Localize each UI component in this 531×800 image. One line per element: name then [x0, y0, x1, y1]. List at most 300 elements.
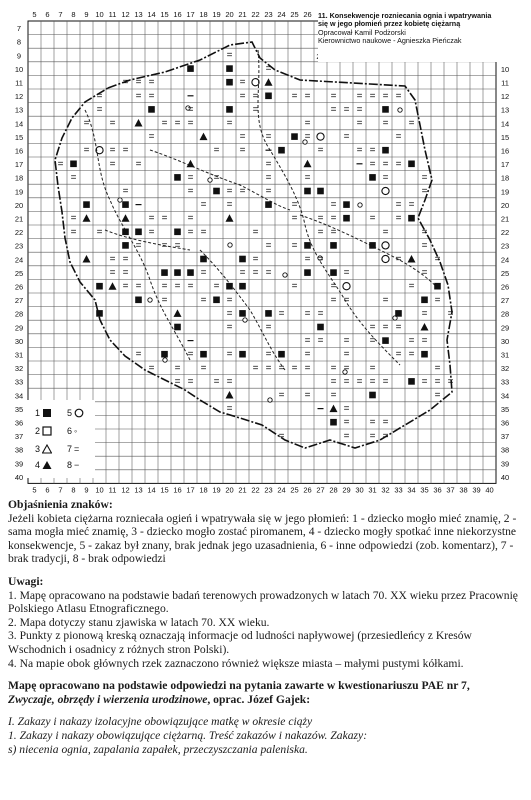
bottom-grid-label: 6 [45, 485, 50, 493]
legend-item-1 [35, 406, 52, 420]
svg-text:=: = [369, 430, 376, 442]
svg-text:=: = [330, 294, 337, 306]
right-grid-label: 16 [500, 146, 510, 156]
map-title-line-1: 11. Konsekwencje rozniecania ognia i wpatrywania [318, 11, 492, 20]
svg-text:=: = [304, 90, 311, 102]
left-grid-label: 31 [14, 350, 24, 360]
svg-text:=: = [83, 145, 90, 157]
bottom-grid-label: 21 [238, 485, 247, 493]
right-grid-label: 40 [500, 472, 510, 482]
svg-text:=: = [122, 145, 129, 157]
left-grid-label: 38 [14, 445, 24, 455]
right-grid-label: 14 [500, 119, 510, 129]
left-grid-label: 14 [14, 119, 24, 129]
questionnaire-author: , oprac. Józef Gajek: [207, 692, 311, 706]
svg-text:=: = [148, 131, 155, 143]
svg-text:=: = [239, 77, 246, 89]
left-grid-label: 23 [14, 241, 24, 251]
svg-text:=: = [304, 362, 311, 374]
svg-text:=: = [161, 213, 168, 225]
svg-text:=: = [369, 158, 376, 170]
bottom-grid-label: 30 [355, 485, 364, 493]
svg-text:=: = [265, 240, 272, 252]
svg-text:=: = [122, 281, 129, 293]
svg-text:=: = [395, 349, 402, 361]
left-grid-label: 37 [14, 432, 24, 442]
filled-square-icon [42, 408, 52, 418]
top-grid-label: 12 [121, 10, 130, 19]
bottom-grid-label: 39 [472, 485, 481, 493]
svg-text:=: = [395, 158, 402, 170]
svg-text:=: = [57, 158, 64, 170]
svg-text:=: = [343, 294, 350, 306]
svg-text:=: = [96, 104, 103, 116]
svg-text:=: = [356, 145, 363, 157]
bottom-grid-label: 12 [121, 485, 130, 493]
svg-text:=: = [356, 118, 363, 129]
right-grid-label: 18 [500, 173, 510, 183]
right-grid-label: 35 [500, 404, 510, 414]
bottom-grid-label: 37 [446, 485, 455, 493]
svg-text:=: = [174, 376, 181, 388]
svg-text:=: = [135, 77, 142, 89]
svg-text:=: = [408, 335, 415, 347]
svg-text:=: = [187, 118, 194, 129]
svg-text:=: = [109, 118, 116, 129]
svg-text:=: = [278, 308, 285, 320]
svg-text:=: = [330, 281, 337, 293]
svg-text:=: = [356, 376, 363, 388]
svg-text:=: = [265, 267, 272, 279]
svg-text:=: = [174, 118, 181, 129]
svg-text:=: = [304, 349, 311, 361]
svg-text:=: = [304, 308, 311, 320]
bottom-grid-label: 20 [225, 485, 234, 493]
svg-text:=: = [304, 131, 311, 143]
bottom-grid-label: 28 [329, 485, 338, 493]
svg-text:=: = [395, 254, 402, 265]
left-grid-label: 12 [14, 92, 24, 102]
svg-text:=: = [343, 335, 350, 347]
bottom-grid-label: 15 [160, 485, 169, 493]
svg-text:=: = [395, 199, 402, 211]
svg-text:=: = [382, 417, 389, 429]
svg-text:=: = [395, 322, 402, 333]
svg-text:=: = [291, 213, 298, 225]
left-grid-label: 17 [14, 160, 24, 170]
left-grid-label: 34 [14, 391, 24, 401]
svg-text:=: = [265, 349, 272, 361]
bottom-grid-label: 9 [84, 485, 89, 493]
svg-text:=: = [213, 172, 220, 184]
remark-3: 3. Punkty z pionową kreską oznaczają informacje od ludności napływowej (przesiedleńcy z Kresów Wschodnich i osadnicy z różnych stron Polski). [8, 629, 472, 656]
svg-text:=: = [343, 417, 350, 429]
svg-text:=: = [174, 362, 181, 374]
svg-text:=: = [343, 267, 350, 279]
legend-item-3 [35, 442, 52, 456]
svg-text:=: = [447, 308, 454, 320]
explanations-heading: Objaśnienia znaków: [8, 498, 113, 511]
svg-text:=: = [421, 240, 428, 252]
svg-text:=: = [226, 118, 233, 129]
right-grid-label: 19 [500, 187, 510, 197]
left-grid-label: 9 [16, 51, 22, 61]
svg-text:=: = [265, 186, 272, 197]
map-title-line-2: się w jego płomień przez kobietę ciężarną [318, 19, 461, 29]
svg-text:=: = [317, 213, 324, 225]
svg-text:=: = [109, 158, 116, 170]
svg-text:=: = [304, 335, 311, 347]
left-grid-label: 20 [14, 200, 24, 210]
svg-text:=: = [226, 403, 233, 415]
svg-text:=: = [408, 118, 415, 129]
svg-text:=: = [265, 131, 272, 143]
top-grid-label: 14 [147, 10, 156, 19]
svg-text:=: = [265, 322, 272, 333]
top-grid-label: 23 [264, 10, 273, 19]
bottom-grid-label: 23 [264, 485, 273, 493]
right-grid-label: 25 [500, 268, 510, 278]
questionnaire-title: Zwyczaje, obrzędy i wierzenia urodzinowe [8, 692, 208, 706]
left-grid-label: 26 [14, 282, 24, 292]
bottom-grid-label: 32 [381, 485, 390, 493]
svg-text:=: = [252, 254, 259, 265]
svg-text:=: = [122, 77, 129, 89]
svg-text:=: = [421, 186, 428, 197]
left-grid-label: 35 [14, 404, 24, 414]
svg-text:=: = [161, 281, 168, 293]
map-description [8, 498, 524, 756]
map-author: Opracował Kamil Podżorski [318, 27, 406, 37]
legend-num: 5 [67, 408, 73, 418]
open-triangle-icon [42, 444, 52, 454]
svg-text:=: = [343, 430, 350, 442]
svg-text:=: = [395, 131, 402, 143]
svg-text:=: = [291, 240, 298, 252]
svg-text:=: = [330, 376, 337, 388]
equals-icon: = [74, 444, 80, 454]
legend-item-5 [67, 406, 84, 420]
svg-text:=: = [356, 90, 363, 102]
svg-text:=: = [174, 240, 181, 252]
svg-text:=: = [369, 322, 376, 333]
svg-text:=: = [109, 254, 116, 265]
svg-text:=: = [148, 213, 155, 225]
left-grid-label: 10 [14, 64, 24, 74]
svg-text:=: = [187, 376, 194, 388]
svg-text:=: = [343, 376, 350, 388]
svg-text:=: = [330, 226, 337, 238]
svg-text:=: = [122, 267, 129, 279]
svg-text:=: = [330, 104, 337, 116]
svg-text:=: = [330, 199, 337, 211]
svg-text:=: = [161, 118, 168, 129]
right-grid-label: 30 [500, 336, 510, 346]
top-grid-label: 18 [199, 10, 208, 19]
svg-text:=: = [408, 199, 415, 211]
svg-text:=: = [317, 226, 324, 238]
bottom-grid-label: 22 [251, 485, 260, 493]
legend-num: 4 [35, 460, 41, 470]
bottom-grid-label: 38 [459, 485, 468, 493]
left-grid-label: 21 [14, 214, 24, 224]
top-grid-label: 13 [134, 10, 143, 19]
svg-text:=: = [369, 213, 376, 225]
svg-text:=: = [226, 322, 233, 333]
svg-text:=: = [330, 213, 337, 225]
svg-text:=: = [226, 308, 233, 320]
svg-text:=: = [317, 335, 324, 347]
svg-text:=: = [382, 430, 389, 442]
svg-text:=: = [70, 226, 77, 238]
top-grid-label: 26 [303, 10, 312, 19]
right-grid-label: 28 [500, 309, 510, 319]
svg-text:=: = [239, 267, 246, 279]
svg-text:=: = [96, 90, 103, 102]
right-grid-label: 21 [500, 214, 510, 224]
svg-text:=: = [239, 131, 246, 143]
bottom-grid-label: 35 [420, 485, 429, 493]
source-line-1: Mapę opracowano na podstawie odpowiedzi na pytania zawarte w kwestionariuszu PAE nr 7, [8, 679, 470, 693]
remarks-heading: Uwagi: [8, 574, 44, 588]
svg-text:=: = [200, 199, 207, 211]
svg-text:=: = [239, 90, 246, 102]
svg-text:=: = [70, 213, 77, 225]
svg-text:=: = [187, 213, 194, 225]
right-grid-label: 29 [500, 323, 510, 333]
dash-icon: − [74, 460, 80, 470]
left-grid-label: 15 [14, 132, 24, 142]
left-grid-label: 33 [14, 377, 24, 387]
svg-text:=: = [343, 403, 350, 415]
bottom-grid-label: 14 [147, 485, 156, 493]
svg-text:=: = [317, 254, 324, 265]
svg-text:=: = [187, 186, 194, 197]
svg-text:=: = [252, 104, 259, 116]
svg-text:=: = [200, 294, 207, 306]
bottom-grid-label: 40 [485, 485, 494, 493]
svg-text:=: = [278, 390, 285, 401]
left-grid-label: 28 [14, 309, 24, 319]
svg-text:=: = [330, 390, 337, 401]
svg-text:=: = [317, 145, 324, 157]
svg-text:=: = [187, 172, 194, 184]
right-grid-label: 10 [500, 64, 510, 74]
svg-text:=: = [226, 376, 233, 388]
right-grid-label: 34 [500, 391, 510, 401]
svg-text:=: = [135, 281, 142, 293]
left-grid-label: 36 [14, 418, 24, 428]
explanations-body: Jeżeli kobieta ciężarna rozniecała ogień i wpatrywała się w jego płomień: 1 - dziecko mogło mieć znamię, 2 - sama mogła mieć znamię, 3 - dziecko mogło zostać piromanem, 4 - dziecko mogły spotkać inne niekorzystne konsekwencje, 5 - zakaz był znany, brak jednak jego uzasadnienia, 6 - inne odpowiedzi (zob. komentarz), 7 - brak tradycji, 8 - brak odpowiedzi [8, 511, 517, 566]
svg-text:=: = [226, 50, 233, 61]
left-grid-label: 39 [14, 459, 24, 469]
top-grid-label: 17 [186, 10, 195, 19]
svg-text:=: = [343, 349, 350, 361]
left-grid-label: 16 [14, 146, 24, 156]
svg-text:=: = [434, 390, 441, 401]
top-grid-label: 19 [212, 10, 221, 19]
svg-text:=: = [343, 362, 350, 374]
svg-text:=: = [213, 145, 220, 157]
svg-text:=: = [421, 335, 428, 347]
svg-text:=: = [148, 362, 155, 374]
svg-text:=: = [382, 90, 389, 102]
top-grid-label: 8 [71, 10, 76, 19]
svg-text:=: = [421, 226, 428, 238]
bottom-grid-label: 11 [108, 485, 117, 493]
left-grid-label: 11 [15, 78, 23, 88]
svg-text:=: = [122, 254, 129, 265]
source-line-2 [8, 693, 524, 707]
svg-text:=: = [187, 104, 194, 116]
svg-text:=: = [369, 362, 376, 374]
bottom-grid-label: 7 [58, 485, 63, 493]
right-grid-label: 27 [500, 296, 510, 306]
bottom-grid-label: 8 [71, 485, 76, 493]
right-grid-label: 24 [500, 255, 510, 265]
legend-num: 2 [35, 426, 41, 436]
bottom-grid-label: 10 [95, 485, 104, 493]
svg-text:=: = [239, 145, 246, 157]
svg-text:=: = [382, 294, 389, 306]
legend-item-8 [67, 458, 79, 472]
svg-text:=: = [200, 226, 207, 238]
svg-text:=: = [200, 362, 207, 374]
right-grid-label: 26 [500, 282, 510, 292]
svg-text:=: = [356, 104, 363, 116]
svg-text:=: = [265, 172, 272, 184]
legend-num: 1 [35, 408, 41, 418]
left-grid-label: 24 [14, 255, 24, 265]
svg-text:=: = [434, 362, 441, 374]
left-grid-label: 7 [16, 24, 22, 34]
top-grid-label: 22 [251, 10, 260, 19]
bottom-grid-label: 34 [407, 485, 416, 493]
left-grid-label: 22 [14, 228, 24, 238]
left-grid-label: 13 [14, 105, 24, 115]
right-grid-label: 17 [500, 160, 510, 170]
right-grid-label: 39 [500, 459, 510, 469]
map-title-box [318, 12, 523, 62]
svg-text:=: = [291, 199, 298, 211]
svg-text:=: = [148, 77, 155, 89]
open-circle-icon [74, 408, 84, 418]
svg-text:=: = [96, 226, 103, 238]
legend-item-4 [35, 458, 52, 472]
svg-text:=: = [304, 390, 311, 401]
source-quote-3: s) niecenia ognia, zapalania zapałek, przeczyszczania paleniska. [8, 742, 308, 756]
svg-text:=: = [291, 281, 298, 293]
svg-text:=: = [395, 213, 402, 225]
open-square-icon [42, 426, 52, 436]
top-grid-label: 7 [58, 10, 63, 19]
left-grid-label: 27 [14, 296, 24, 306]
legend-item-6 [67, 424, 77, 438]
svg-text:=: = [70, 172, 77, 184]
svg-text:=: = [434, 254, 441, 265]
svg-text:=: = [226, 199, 233, 211]
svg-text:=: = [226, 294, 233, 306]
svg-text:=: = [187, 226, 194, 238]
svg-text:=: = [330, 362, 337, 374]
right-grid-label: 13 [500, 105, 510, 115]
svg-text:=: = [278, 430, 285, 442]
bottom-grid-label: 24 [277, 485, 286, 493]
svg-text:=: = [382, 376, 389, 388]
bottom-grid-label: 33 [394, 485, 403, 493]
svg-text:=: = [317, 308, 324, 320]
svg-text:=: = [187, 281, 194, 293]
svg-text:=: = [434, 294, 441, 306]
svg-text:=: = [265, 362, 272, 374]
svg-text:=: = [343, 104, 350, 116]
bottom-grid-label: 16 [173, 485, 182, 493]
svg-text:=: = [226, 186, 233, 197]
left-grid-label: 18 [14, 173, 24, 183]
svg-text:=: = [213, 376, 220, 388]
svg-text:=: = [122, 186, 129, 197]
right-grid-label: 23 [500, 241, 510, 251]
svg-text:=: = [408, 281, 415, 293]
svg-text:=: = [369, 335, 376, 347]
remark-4: 4. Na mapie obok głównych rzek zaznaczono również większe miasta – małymi pustymi kółkami. [8, 656, 464, 670]
svg-text:=: = [369, 145, 376, 157]
bottom-grid-label: 27 [316, 485, 325, 493]
bottom-grid-label: 26 [303, 485, 312, 493]
map-supervisor: Kierownictwo naukowe - Agnieszka Pieńczak [318, 36, 462, 46]
bottom-grid-label: 5 [32, 485, 37, 493]
right-grid-label: 11 [501, 78, 509, 88]
right-grid-label: 32 [500, 364, 510, 374]
svg-text:=: = [382, 322, 389, 333]
svg-text:=: = [135, 349, 142, 361]
svg-text:=: = [135, 90, 142, 102]
bottom-grid-label: 29 [342, 485, 351, 493]
svg-text:=: = [109, 145, 116, 157]
svg-text:=: = [408, 349, 415, 361]
right-grid-label: 31 [500, 350, 510, 360]
left-grid-label: 8 [16, 37, 22, 47]
top-grid-label: 25 [290, 10, 299, 19]
svg-text:=: = [148, 226, 155, 238]
small-circle-icon: ◦ [74, 426, 78, 436]
top-grid-label: 15 [160, 10, 169, 19]
left-grid-label: 29 [14, 323, 24, 333]
svg-text:=: = [369, 417, 376, 429]
top-grid-label: 11 [108, 10, 117, 19]
bottom-grid-label: 17 [186, 485, 195, 493]
svg-text:=: = [174, 281, 181, 293]
left-grid-label: 30 [14, 336, 24, 346]
top-grid-label: 24 [277, 10, 286, 19]
legend-num: 3 [35, 444, 41, 454]
right-grid-label: 36 [500, 418, 510, 428]
left-grid-label: 40 [14, 472, 24, 482]
svg-text:=: = [252, 90, 259, 102]
bottom-grid-label: 19 [212, 485, 221, 493]
right-grid-label: 22 [500, 228, 510, 238]
right-grid-label: 38 [500, 445, 510, 455]
svg-text:=: = [447, 376, 454, 388]
svg-text:=: = [161, 240, 168, 252]
right-grid-label: 37 [500, 432, 510, 442]
svg-text:=: = [252, 267, 259, 279]
svg-text:=: = [239, 186, 246, 197]
svg-text:=: = [291, 90, 298, 102]
svg-text:=: = [421, 376, 428, 388]
left-grid-label: 19 [14, 187, 24, 197]
svg-text:=: = [330, 90, 337, 102]
